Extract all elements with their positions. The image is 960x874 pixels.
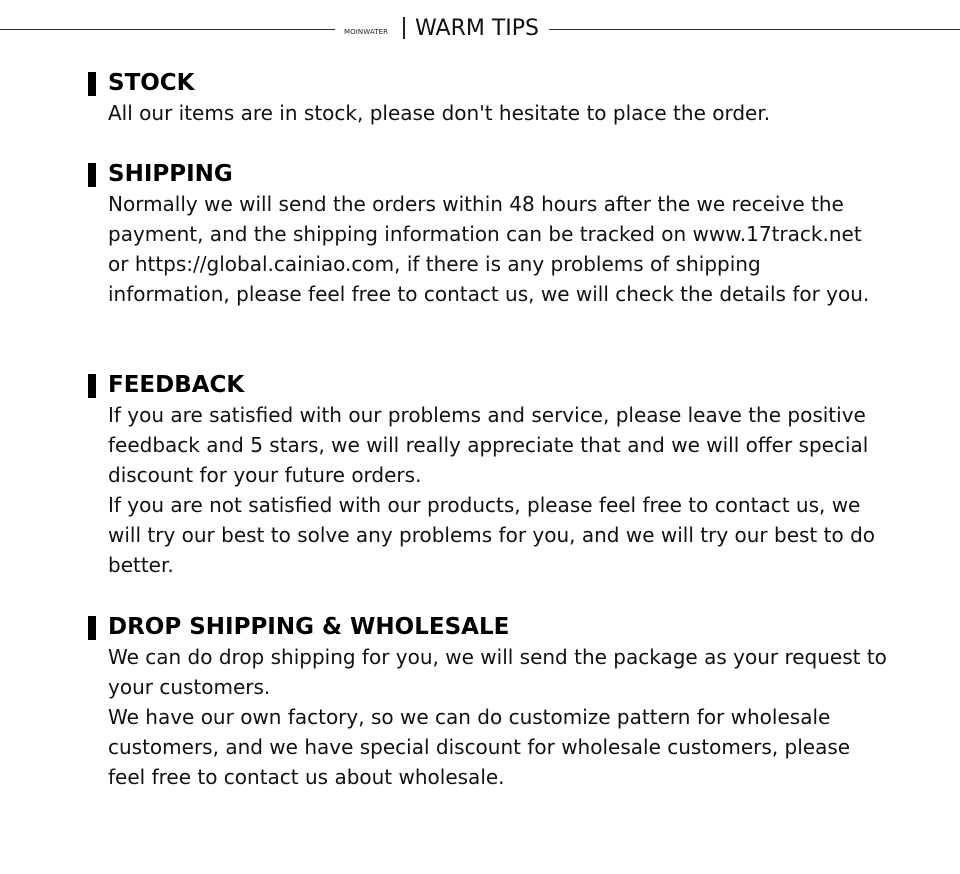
section-body-stock xyxy=(108,98,888,128)
section-marker-bar xyxy=(88,374,96,398)
header-rule-right xyxy=(549,29,960,30)
section-body-shipping xyxy=(108,189,888,309)
header-rule-left xyxy=(0,29,335,30)
section-body-drop-shipping xyxy=(108,642,888,792)
shipping-paragraph: Normally we will send the orders within 48 hours after the we receive the payment, and the shipping information can be tracked on www.17track.net or https://global.cainiao.com, if there is any problems of shipping information, please feel free to contact us, we will check the details for you. xyxy=(108,192,870,306)
section-heading xyxy=(88,68,888,98)
section-marker-bar xyxy=(88,72,96,96)
section-title-drop-shipping: DROP SHIPPING & WHOLESALE xyxy=(108,614,510,640)
section-body-feedback xyxy=(108,400,888,580)
wholesale-paragraph: We have our own factory, so we can do customize pattern for wholesale customers, and we have special discount for wholesale customers, please feel free to contact us about wholesale. xyxy=(108,705,851,789)
feedback-paragraph-not-satisfied: If you are not satisfied with our products, please feel free to contact us, we will try our best to solve any problems for you, and we will try our best to do better. xyxy=(108,493,876,577)
section-heading xyxy=(88,612,888,642)
warm-tips-header xyxy=(0,0,960,56)
drop-shipping-paragraph: We can do drop shipping for you, we will send the package as your request to your customers. xyxy=(108,645,887,699)
header-divider xyxy=(403,17,405,39)
section-title-feedback: FEEDBACK xyxy=(108,372,245,398)
section-heading xyxy=(88,159,888,189)
stock-paragraph: All our items are in stock, please don't hesitate to place the order. xyxy=(108,101,771,125)
section-feedback xyxy=(88,370,888,580)
brand-name: MOINWATER xyxy=(344,28,389,36)
section-shipping xyxy=(88,159,888,309)
section-title-stock: STOCK xyxy=(108,70,195,96)
feedback-paragraph-satisfied: If you are satisfied with our problems and service, please leave the positive feedback and 5 stars, we will really appreciate that and we will offer special discount for your future orders. xyxy=(108,403,869,487)
section-marker-bar xyxy=(88,616,96,640)
section-marker-bar xyxy=(88,163,96,187)
section-stock xyxy=(88,68,888,128)
page-title: WARM TIPS xyxy=(415,16,540,41)
section-title-shipping: SHIPPING xyxy=(108,161,233,187)
section-heading xyxy=(88,370,888,400)
section-drop-shipping-wholesale xyxy=(88,612,888,792)
